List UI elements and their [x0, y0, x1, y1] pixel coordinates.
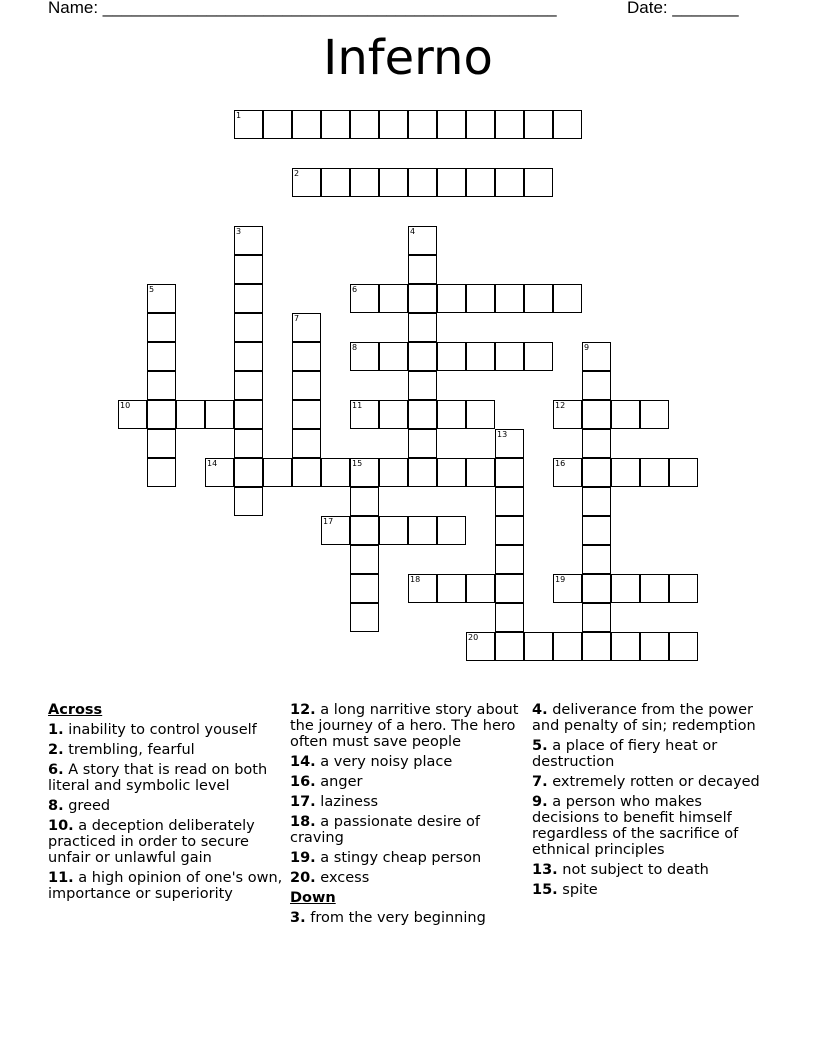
cell-number: 5	[149, 285, 155, 294]
clues-column-2	[290, 702, 530, 930]
crossword-cell[interactable]	[495, 516, 524, 545]
crossword-cell[interactable]	[640, 632, 669, 661]
clue-number: 17.	[290, 794, 316, 810]
clue-text: laziness	[320, 794, 379, 810]
crossword-cell[interactable]	[524, 342, 553, 371]
clue-text: A story that is read on both literal and symbolic level	[48, 762, 268, 794]
clue-across-1	[48, 722, 288, 738]
crossword-cell[interactable]	[553, 574, 582, 603]
crossword-cell[interactable]	[205, 458, 234, 487]
cell-number: 16	[555, 459, 566, 468]
cell-number: 6	[352, 285, 358, 294]
crossword-cell[interactable]	[292, 110, 321, 139]
crossword-cell[interactable]	[176, 400, 205, 429]
crossword-cell[interactable]	[524, 110, 553, 139]
crossword-cell[interactable]	[321, 458, 350, 487]
crossword-cell[interactable]	[234, 226, 263, 255]
clue-text: excess	[320, 870, 370, 886]
crossword-cell[interactable]	[234, 487, 263, 516]
clue-text: inability to control youself	[68, 722, 257, 738]
clue-across-16	[290, 774, 530, 790]
crossword-cell[interactable]	[234, 284, 263, 313]
crossword-cell[interactable]	[669, 632, 698, 661]
clue-number: 9.	[532, 794, 548, 810]
clue-text: a long narritive story about the journey of a hero. The hero often must save people	[290, 702, 519, 750]
clue-number: 2.	[48, 742, 64, 758]
cell-number: 20	[468, 633, 479, 642]
clues-column-3	[532, 702, 772, 902]
crossword-cell[interactable]	[379, 342, 408, 371]
crossword-cell[interactable]	[350, 400, 379, 429]
cell-number: 19	[555, 575, 566, 584]
crossword-cell[interactable]	[553, 110, 582, 139]
crossword-cell[interactable]	[147, 284, 176, 313]
cell-number: 15	[352, 459, 363, 468]
cell-number: 1	[236, 111, 242, 120]
crossword-cell[interactable]	[147, 458, 176, 487]
crossword-cell[interactable]	[234, 400, 263, 429]
clue-text: a place of fiery heat or destruction	[532, 738, 718, 770]
cell-number: 7	[294, 314, 300, 323]
crossword-cell[interactable]	[466, 284, 495, 313]
crossword-cell[interactable]	[321, 516, 350, 545]
crossword-cell[interactable]	[582, 371, 611, 400]
crossword-cell[interactable]	[408, 429, 437, 458]
crossword-cell[interactable]	[350, 516, 379, 545]
crossword-cell[interactable]	[408, 284, 437, 313]
clue-down-3	[290, 910, 530, 926]
crossword-cell[interactable]	[466, 574, 495, 603]
crossword-cell[interactable]	[582, 545, 611, 574]
crossword-cell[interactable]	[408, 400, 437, 429]
crossword-cell[interactable]	[350, 342, 379, 371]
clue-across-19	[290, 850, 530, 866]
clue-text: from the very beginning	[310, 910, 486, 926]
clue-number: 16.	[290, 774, 316, 790]
clue-across-8	[48, 798, 288, 814]
crossword-cell[interactable]	[408, 458, 437, 487]
crossword-cell[interactable]	[524, 168, 553, 197]
clue-text: a deception deliberately practiced in order to secure unfair or unlawful gain	[48, 818, 255, 866]
crossword-cell[interactable]	[640, 574, 669, 603]
crossword-cell[interactable]	[582, 400, 611, 429]
crossword-cell[interactable]	[234, 371, 263, 400]
cell-number: 14	[207, 459, 218, 468]
crossword-cell[interactable]	[495, 342, 524, 371]
crossword-cell[interactable]	[350, 574, 379, 603]
crossword-cell[interactable]	[292, 458, 321, 487]
clue-number: 3.	[290, 910, 306, 926]
crossword-cell[interactable]	[553, 284, 582, 313]
clue-across-10	[48, 818, 288, 866]
clues-column-1	[48, 702, 288, 906]
crossword-cell[interactable]	[437, 284, 466, 313]
crossword-cell[interactable]	[350, 603, 379, 632]
crossword-cell[interactable]	[321, 168, 350, 197]
puzzle-title: Inferno	[323, 30, 493, 86]
crossword-cell[interactable]	[350, 110, 379, 139]
crossword-cell[interactable]	[350, 168, 379, 197]
clue-down-7	[532, 774, 772, 790]
crossword-cell[interactable]	[524, 284, 553, 313]
crossword-cell[interactable]	[466, 400, 495, 429]
clue-number: 11.	[48, 870, 74, 886]
crossword-cell[interactable]	[234, 255, 263, 284]
clue-number: 19.	[290, 850, 316, 866]
clue-text: a passionate desire of craving	[290, 814, 481, 846]
clue-text: greed	[68, 798, 111, 814]
crossword-cell[interactable]	[408, 313, 437, 342]
clue-number: 14.	[290, 754, 316, 770]
crossword-cell[interactable]	[495, 110, 524, 139]
crossword-cell[interactable]	[234, 342, 263, 371]
crossword-cell[interactable]	[495, 603, 524, 632]
clue-number: 18.	[290, 814, 316, 830]
clue-text: trembling, fearful	[68, 742, 195, 758]
name-field[interactable]: Name: ________________________________________________	[48, 0, 557, 17]
cell-number: 17	[323, 517, 334, 526]
clue-number: 20.	[290, 870, 316, 886]
crossword-cell[interactable]	[147, 429, 176, 458]
crossword-cell[interactable]	[147, 342, 176, 371]
crossword-cell[interactable]	[292, 371, 321, 400]
crossword-cell[interactable]	[437, 342, 466, 371]
crossword-cell[interactable]	[611, 632, 640, 661]
cell-number: 9	[584, 343, 590, 352]
clue-across-2	[48, 742, 288, 758]
crossword-cell[interactable]	[553, 400, 582, 429]
crossword-cell[interactable]	[263, 110, 292, 139]
clue-across-20	[290, 870, 530, 886]
down-heading: Down	[290, 890, 336, 906]
crossword-cell[interactable]	[611, 574, 640, 603]
crossword-cell[interactable]	[234, 458, 263, 487]
clue-across-12	[290, 702, 530, 750]
crossword-cell[interactable]	[350, 487, 379, 516]
crossword-cell[interactable]	[437, 458, 466, 487]
crossword-cell[interactable]	[611, 458, 640, 487]
clue-down-9	[532, 794, 772, 858]
crossword-cell[interactable]	[524, 632, 553, 661]
clue-text: a person who makes decisions to benefit himself regardless of the sacrifice of ethnical principles	[532, 794, 739, 858]
crossword-cell[interactable]	[495, 487, 524, 516]
crossword-cell[interactable]	[147, 400, 176, 429]
crossword-cell[interactable]	[553, 632, 582, 661]
date-field[interactable]: Date: _______	[627, 0, 739, 17]
crossword-cell[interactable]	[408, 574, 437, 603]
crossword-cell[interactable]	[495, 284, 524, 313]
crossword-cell[interactable]	[669, 458, 698, 487]
crossword-cell[interactable]	[408, 371, 437, 400]
cell-number: 3	[236, 227, 242, 236]
clue-number: 10.	[48, 818, 74, 834]
crossword-cell[interactable]	[495, 545, 524, 574]
crossword-cell[interactable]	[379, 168, 408, 197]
crossword-cell[interactable]	[234, 429, 263, 458]
clue-number: 6.	[48, 762, 64, 778]
cell-number: 13	[497, 430, 508, 439]
crossword-cell[interactable]	[495, 168, 524, 197]
crossword-cell[interactable]	[350, 458, 379, 487]
clue-number: 1.	[48, 722, 64, 738]
crossword-cell[interactable]	[408, 226, 437, 255]
clue-text: spite	[562, 882, 598, 898]
crossword-cell[interactable]	[466, 342, 495, 371]
clue-across-18	[290, 814, 530, 846]
crossword-cell[interactable]	[292, 342, 321, 371]
crossword-cell[interactable]	[408, 516, 437, 545]
crossword-cell[interactable]	[466, 632, 495, 661]
crossword-cell[interactable]	[379, 516, 408, 545]
clue-down-15	[532, 882, 772, 898]
clue-number: 13.	[532, 862, 558, 878]
cell-number: 18	[410, 575, 421, 584]
crossword-cell[interactable]	[437, 400, 466, 429]
crossword-cell[interactable]	[640, 400, 669, 429]
crossword-cell[interactable]	[437, 574, 466, 603]
clue-across-14	[290, 754, 530, 770]
cell-number: 4	[410, 227, 416, 236]
clue-number: 7.	[532, 774, 548, 790]
crossword-cell[interactable]	[582, 458, 611, 487]
crossword-cell[interactable]	[582, 574, 611, 603]
crossword-cell[interactable]	[263, 458, 292, 487]
clue-down-5	[532, 738, 772, 770]
crossword-cell[interactable]	[437, 168, 466, 197]
cell-number: 10	[120, 401, 131, 410]
crossword-cell[interactable]	[350, 545, 379, 574]
crossword-cell[interactable]	[437, 110, 466, 139]
clue-text: a very noisy place	[320, 754, 453, 770]
crossword-cell[interactable]	[495, 429, 524, 458]
crossword-cell[interactable]	[553, 458, 582, 487]
crossword-cell[interactable]	[408, 342, 437, 371]
clue-number: 12.	[290, 702, 316, 718]
clue-number: 5.	[532, 738, 548, 754]
crossword-cell[interactable]	[582, 632, 611, 661]
crossword-cell[interactable]	[495, 632, 524, 661]
crossword-cell[interactable]	[379, 400, 408, 429]
cell-number: 8	[352, 343, 358, 352]
cell-number: 12	[555, 401, 566, 410]
crossword-cell[interactable]	[669, 574, 698, 603]
crossword-cell[interactable]	[147, 313, 176, 342]
crossword-cell[interactable]	[582, 603, 611, 632]
crossword-cell[interactable]	[408, 110, 437, 139]
crossword-cell[interactable]	[611, 400, 640, 429]
clue-number: 4.	[532, 702, 548, 718]
clue-down-4	[532, 702, 772, 734]
crossword-cell[interactable]	[466, 168, 495, 197]
crossword-cell[interactable]	[408, 255, 437, 284]
clue-across-6	[48, 762, 288, 794]
crossword-cell[interactable]	[437, 516, 466, 545]
crossword-cell[interactable]	[379, 284, 408, 313]
clue-text: a high opinion of one's own, importance or superiority	[48, 870, 283, 902]
crossword-cell[interactable]	[495, 574, 524, 603]
crossword-cell[interactable]	[379, 110, 408, 139]
clue-text: extremely rotten or decayed	[552, 774, 760, 790]
crossword-cell[interactable]	[292, 168, 321, 197]
crossword-cell[interactable]	[350, 284, 379, 313]
crossword-cell[interactable]	[466, 110, 495, 139]
clue-across-17	[290, 794, 530, 810]
cell-number: 11	[352, 401, 363, 410]
crossword-cell[interactable]	[321, 110, 350, 139]
clue-number: 15.	[532, 882, 558, 898]
crossword-cell[interactable]	[495, 458, 524, 487]
clue-number: 8.	[48, 798, 64, 814]
crossword-cell[interactable]	[408, 168, 437, 197]
crossword-cell[interactable]	[205, 400, 234, 429]
clue-down-13	[532, 862, 772, 878]
crossword-cell[interactable]	[582, 516, 611, 545]
crossword-cell[interactable]	[118, 400, 147, 429]
clue-text: not subject to death	[562, 862, 709, 878]
crossword-cell[interactable]	[466, 458, 495, 487]
crossword-cell[interactable]	[582, 342, 611, 371]
cell-number: 2	[294, 169, 300, 178]
clue-text: deliverance from the power and penalty of sin; redemption	[532, 702, 756, 734]
crossword-cell[interactable]	[234, 313, 263, 342]
crossword-cell[interactable]	[292, 313, 321, 342]
clue-across-11	[48, 870, 288, 902]
crossword-cell[interactable]	[582, 487, 611, 516]
crossword-cell[interactable]	[582, 429, 611, 458]
clue-text: anger	[320, 774, 363, 790]
across-heading: Across	[48, 702, 103, 718]
crossword-cell[interactable]	[292, 400, 321, 429]
clue-text: a stingy cheap person	[320, 850, 482, 866]
crossword-cell[interactable]	[234, 110, 263, 139]
crossword-cell[interactable]	[379, 458, 408, 487]
crossword-cell[interactable]	[640, 458, 669, 487]
crossword-cell[interactable]	[292, 429, 321, 458]
crossword-cell[interactable]	[147, 371, 176, 400]
